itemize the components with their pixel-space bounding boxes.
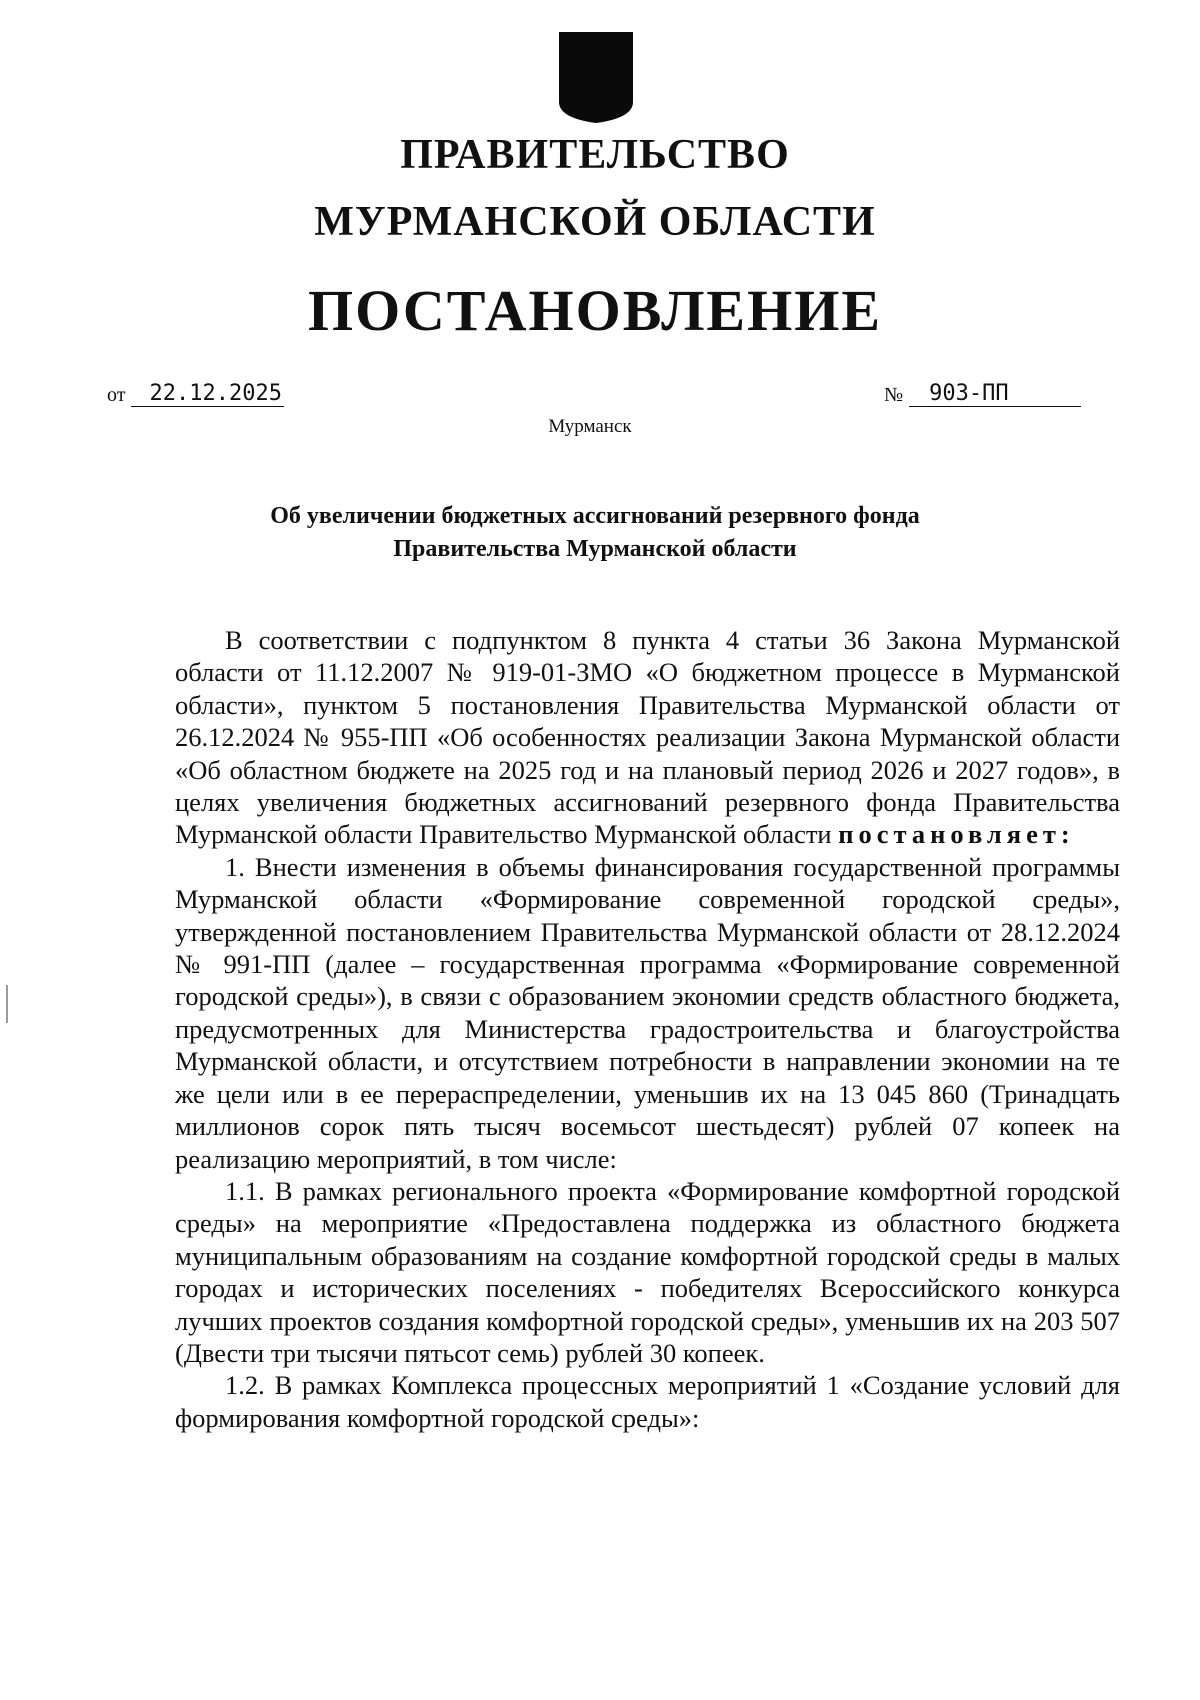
subject-line2: Правительства Мурманской области	[393, 536, 797, 562]
document-subject	[150, 500, 1040, 566]
city-name: Мурманск	[548, 416, 632, 437]
decree-word: постановляет:	[838, 819, 1075, 850]
date-prefix: от	[107, 384, 126, 407]
document-number	[884, 382, 1081, 407]
scan-margin-mark	[6, 985, 8, 1023]
document-date	[107, 382, 284, 407]
number-value: 903-ПП	[909, 382, 1081, 407]
item-1-2-paragraph: 1.2. В рамках Комплекса процессных мероприятий 1 «Создание условий для формирования комфортной городской среды»:	[175, 1370, 1120, 1433]
date-value: 22.12.2025	[131, 382, 283, 407]
subject-line1: Об увеличении бюджетных ассигнований резервного фонда	[270, 503, 920, 529]
coat-of-arms-icon	[557, 30, 635, 125]
document-body	[175, 624, 1120, 1434]
number-prefix: №	[884, 384, 904, 407]
government-name-line2: МУРМАНСКОЙ ОБЛАСТИ	[314, 199, 876, 245]
government-name-line1: ПРАВИТЕЛЬСТВО	[400, 132, 790, 178]
preamble-text: В соответствии с подпунктом 8 пункта 4 статьи 36 Закона Мурманской области от 11.12.2007 № 919-01-ЗМО «О бюджетном процессе в Мурманской области», пунктом 5 постановления Правительства Мурманской области от 26.12.2024 № 955-ПП «Об особенностях реализации Закона Мурманской области «Об областном бюджете на 2025 год и на плановый период 2026 и 2027 годов», в целях увеличения бюджетных ассигнований резервного фонда Правительства Мурманской области Правительство Мурманской области	[175, 625, 1120, 850]
item-1-paragraph: 1. Внести изменения в объемы финансирования государственной программы Мурманской области «Формирование современной городской среды», утвержденной постановлением Правительства Мурманской области от 28.12.2024 № 991-ПП (далее – государственная программа «Формирование современной городской среды»), в связи с образованием экономии средств областного бюджета, предусмотренных для Министерства градостроительства и благоустройства Мурманской области, и отсутствием потребности в направлении экономии на те же цели или в ее перераспределении, уменьшив их на 13 045 860 (Тринадцать миллионов сорок пять тысяч восемьсот шестьдесят) рублей 07 копеек на реализацию мероприятий, в том числе:	[175, 851, 1120, 1174]
preamble-paragraph	[175, 624, 1120, 851]
item-1-1-paragraph: 1.1. В рамках регионального проекта «Формирование комфортной городской среды» на мероприятие «Предоставлена поддержка из областного бюджета муниципальным образованиям на создание комфортной городской среды в малых городах и исторических поселениях - победителях Всероссийского конкурса лучших проектов создания комфортной городской среды», уменьшив их на 203 507 (Двести три тысячи пятьсот семь) рублей 30 копеек.	[175, 1175, 1120, 1368]
document-type-title: ПОСТАНОВЛЕНИЕ	[307, 278, 883, 343]
